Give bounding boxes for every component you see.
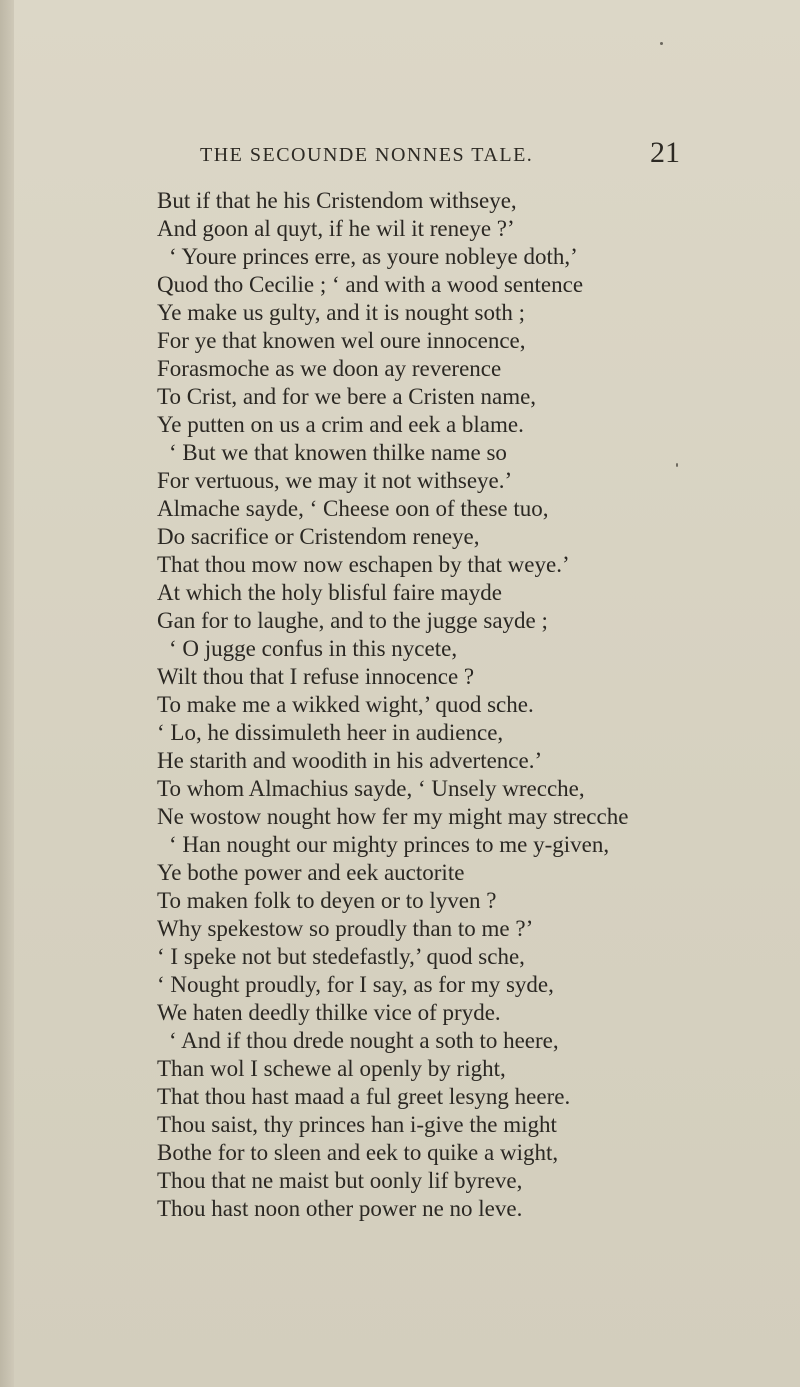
running-title: THE SECOUNDE NONNES TALE.: [200, 144, 534, 166]
paper-speck: [676, 463, 678, 467]
poem-line: That thou mow now eschapen by that weye.’: [157, 552, 570, 577]
page-gutter: [0, 0, 14, 1387]
poem-line: Gan for to laughe, and to the jugge sayde ;: [157, 608, 548, 633]
poem-line: Do sacrifice or Cristendom reneye,: [157, 524, 480, 549]
poem-line: Ye make us gulty, and it is nought soth ;: [157, 300, 526, 325]
poem-line: And goon al quyt, if he wil it reneye ?’: [157, 216, 515, 241]
poem-text: [157, 187, 747, 1223]
poem-line: He starith and woodith in his advertence.’: [157, 748, 543, 773]
poem-line: Bothe for to sleen and eek to quike a wight,: [157, 1140, 559, 1165]
poem-line: For ye that knowen wel oure innocence,: [157, 328, 526, 353]
poem-line: Ne wostow nought how fer my might may strecche: [157, 804, 629, 829]
poem-line: ‘ O jugge confus in this nycete,: [169, 636, 458, 661]
poem-line: ‘ Han nought our mighty princes to me y-given,: [169, 832, 610, 857]
page-header: [190, 136, 680, 176]
poem-line: ‘ Youre princes erre, as youre nobleye doth,’: [169, 244, 578, 269]
poem-line: But if that he his Cristendom withseye,: [157, 188, 517, 213]
poem-line: Ye putten on us a crim and eek a blame.: [157, 412, 524, 437]
poem-line: Why spekestow so proudly than to me ?’: [157, 916, 534, 941]
poem-line: That thou hast maad a ful greet lesyng heere.: [157, 1084, 571, 1109]
paper-speck: [660, 42, 663, 45]
poem-line: Wilt thou that I refuse innocence ?: [157, 664, 475, 689]
poem-line: To maken folk to deyen or to lyven ?: [157, 888, 497, 913]
poem-line: We haten deedly thilke vice of pryde.: [157, 1000, 501, 1025]
poem-line: ‘ I speke not but stedefastly,’ quod sche,: [157, 944, 525, 969]
poem-line: To whom Almachius sayde, ‘ Unsely wrecche,: [157, 776, 585, 801]
poem-line: To make me a wikked wight,’ quod sche.: [157, 692, 534, 717]
poem-line: Quod tho Cecilie ; ‘ and with a wood sentence: [157, 272, 584, 297]
poem-line: Thou hast noon other power ne no leve.: [157, 1196, 523, 1221]
poem-line: ‘ And if thou drede nought a soth to heere,: [169, 1028, 559, 1053]
poem-line: ‘ Nought proudly, for I say, as for my syde,: [157, 972, 554, 997]
poem-line: Thou that ne maist but oonly lif byreve,: [157, 1168, 523, 1193]
poem-line: Forasmoche as we doon ay reverence: [157, 356, 502, 381]
poem-line: Ye bothe power and eek auctorite: [157, 860, 465, 885]
poem-line: To Crist, and for we bere a Cristen name,: [157, 384, 537, 409]
poem-line: ‘ Lo, he dissimuleth heer in audience,: [157, 720, 504, 745]
poem-line: Than wol I schewe al openly by right,: [157, 1056, 506, 1081]
poem-line: At which the holy blisful faire mayde: [157, 580, 502, 605]
poem-line: ‘ But we that knowen thilke name so: [169, 440, 507, 465]
page-number: 21: [650, 136, 680, 169]
poem-line: Thou saist, thy princes han i-give the might: [157, 1112, 557, 1137]
poem-line: For vertuous, we may it not withseye.’: [157, 468, 513, 493]
poem-line: Almache sayde, ‘ Cheese oon of these tuo,: [157, 496, 549, 521]
